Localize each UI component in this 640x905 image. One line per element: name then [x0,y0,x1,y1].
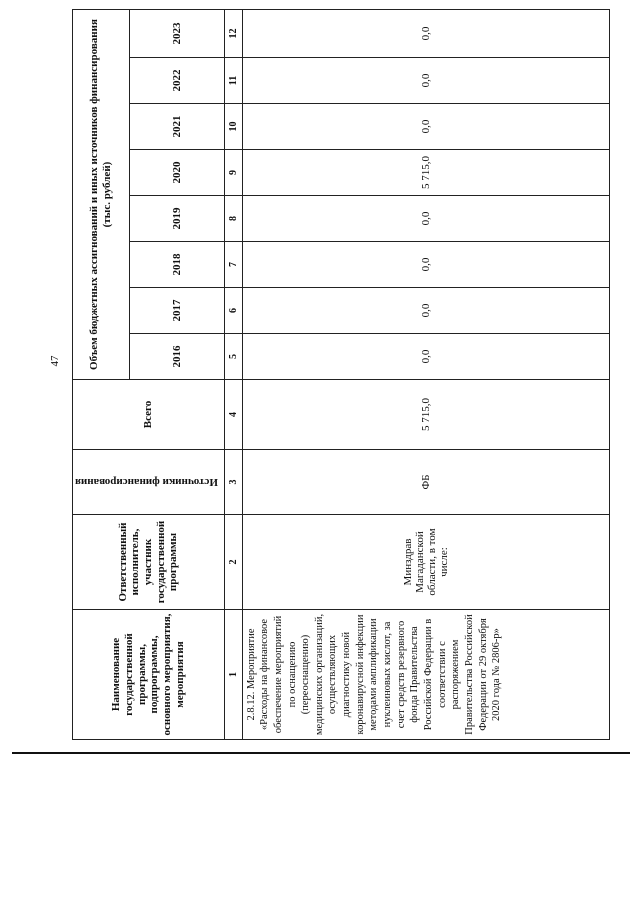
header-year: 2022 [130,58,224,104]
header-executor: Ответственный исполнитель, участник государственной программы [73,515,225,610]
row-value: 0,0 [242,104,609,150]
header-year: 2021 [130,104,224,150]
column-number: 11 [224,58,242,104]
header-total: Всего [73,380,225,450]
row-value: 0,0 [242,9,609,57]
column-number: 7 [224,242,242,288]
budget-table [72,9,610,740]
row-value: 0,0 [242,334,609,380]
row-value: 0,0 [242,58,609,104]
header-source: Источники финансирования [75,476,218,489]
column-number: 3 [224,450,242,515]
column-number: 9 [224,150,242,196]
column-number: 4 [224,380,242,450]
header-year: 2019 [130,196,224,242]
column-number: 5 [224,334,242,380]
header-source-cell [73,450,225,515]
header-volume: Объем бюджетных ассигнований и иных источников финансирования (тыс. рублей) [73,9,130,379]
column-number: 6 [224,288,242,334]
row-value: 5 715,0 [242,150,609,196]
row-value: 0,0 [242,242,609,288]
column-number: 10 [224,104,242,150]
header-year: 2018 [130,242,224,288]
row-name: 2.8.12. Мероприятие «Расходы на финансовое обеспечение мероприятий по оснащению (переоснащению) медицинских организаций, осуществляющих диагностику новой коронавирусной инфекции методами амплификации нуклеиновых кислот, за счет средств резервного фонда Правительства Российской Федерации в соответствии с распоряжением Правительства Российской Федерации от 29 октября 2020 года № 2806-р» [242,610,609,740]
column-number: 1 [224,610,242,740]
header-year: 2020 [130,150,224,196]
page-number: 47 [49,355,61,367]
row-value: 0,0 [242,288,609,334]
column-number: 2 [224,515,242,610]
header-year: 2017 [130,288,224,334]
row-total: 5 715,0 [242,380,609,450]
horizontal-rule [12,752,630,754]
header-year: 2023 [130,9,224,57]
header-name: Наименование государственной программы, подпрограммы, основного мероприятия, мероприятия [73,610,225,740]
column-number: 12 [224,9,242,57]
row-value: 0,0 [242,196,609,242]
column-number: 8 [224,196,242,242]
header-year: 2016 [130,334,224,380]
row-source: ФБ [242,450,609,515]
row-executor: Минздрав Магаданской области, в том числе: [242,515,609,610]
rotated-table-container [72,10,610,740]
